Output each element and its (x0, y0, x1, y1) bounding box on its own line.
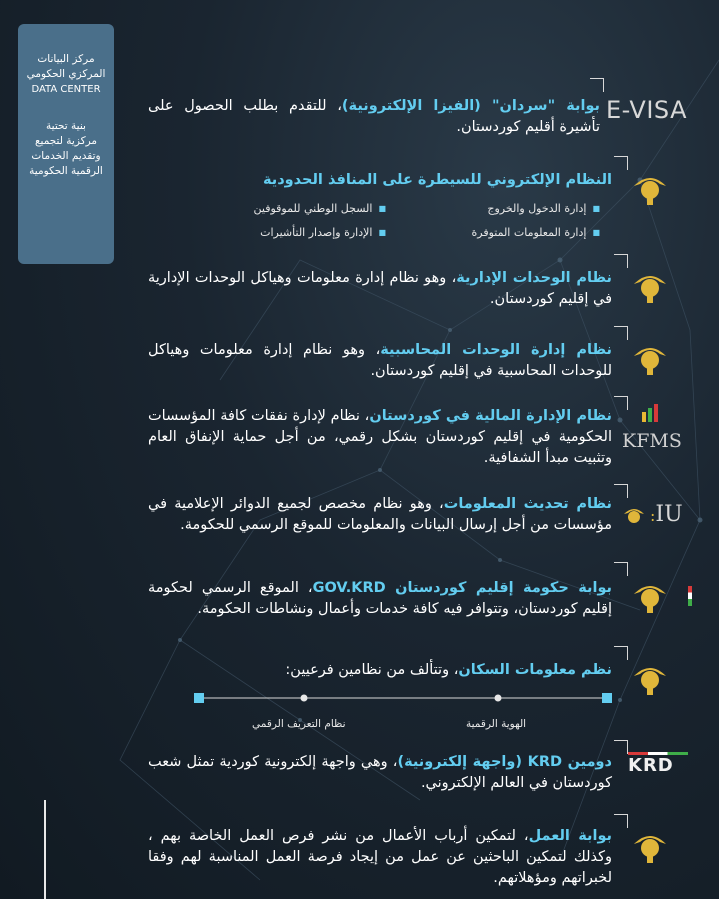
jobs-title: بوابة العمل (528, 828, 612, 844)
finance-title: نظام الإدارة المالية في كوردستان (369, 408, 612, 424)
corner-bracket (614, 484, 628, 498)
krg-emblem-icon (630, 826, 670, 866)
iu-emblem-icon (622, 504, 646, 528)
info-update-title: نظام تحديث المعلومات (443, 496, 613, 512)
krg-emblem-icon (630, 266, 670, 306)
domain-item: دومين KRD (واجهة إلكترونية)، وهي واجهة إلكترونية كوردية تمثل شعب كوردستان في العالم الإلكتروني. (148, 754, 612, 791)
accounting-item: نظام إدارة الوحدات المحاسبية، وهو نظام إدارة معلومات وهياكل للوحدات المحاسبية في إقليم كوردستان. (148, 342, 612, 379)
krd-logo: KRD (628, 752, 688, 778)
bullet-entry-exit: ■ إدارة الدخول والخروج (470, 202, 600, 215)
krg-emblem-icon (630, 338, 670, 378)
admin-units-item: نظام الوحدات الإدارية، وهو نظام إدارة معلومات وهياكل الوحدات الإدارية في إقليم كوردستان. (148, 270, 612, 307)
jobs-item: بوابة العمل، لتمكين أرباب الأعمال من نشر فرص العمل الخاصة بهم ، وكذلك لتمكين الباحثين عن عمل من إيجاد فرصة العمل المناسبة لهم وفقا لخبراتهم ومؤهلاتهم. (148, 828, 612, 886)
population-item: نظم معلومات السكان، وتتألف من نظامين فرعيين: (285, 662, 612, 678)
flag-stripe-icon (688, 586, 692, 606)
corner-bracket (614, 396, 628, 410)
data-center-panel (18, 24, 114, 264)
corner-bracket (614, 326, 628, 340)
decorative-line (44, 800, 46, 899)
panel-description: بنية تحتية مركزية لتجميع وتقديم الخدمات الرقمية الحكومية (29, 120, 103, 177)
evisa-item (148, 96, 600, 138)
panel-title: مركز البيانات المركزي الحكومي DATA CENTER (26, 53, 106, 95)
corner-bracket (614, 254, 628, 268)
corner-bracket (590, 78, 604, 92)
kfms-logo: KFMS (622, 430, 682, 452)
kfms-check-icon (640, 402, 664, 424)
digital-identity-label: الهوية الرقمية (466, 718, 527, 730)
krg-emblem-icon (630, 576, 670, 616)
info-update-item: نظام تحديث المعلومات، وهو نظام مخصص لجميع الدوائر الإعلامية في مؤسسات من أجل إرسال البيانات والمعلومات للموقع الرسمي للحكومة. (148, 496, 613, 533)
evisa-text: ، للتقدم بطلب الحصول على تأشيرة أقليم كوردستان. (148, 98, 600, 135)
evisa-title: بوابة "سردان" (الفيزا الإلكترونية) (341, 98, 600, 114)
population-timeline (194, 690, 612, 706)
gov-portal-item: بوابة حكومة إقليم كوردستان GOV.KRD، الموقع الرسمي لحكومة إقليم كوردستان، وتتوافر فيه كافة خدمات وأعمال ونشاطات الحكومة. (148, 580, 612, 617)
accounting-title: نظام إدارة الوحدات المحاسبية (380, 342, 612, 358)
population-title: نظم معلومات السكان (458, 662, 612, 678)
borders-item (240, 170, 612, 191)
admin-units-title: نظام الوحدات الإدارية (456, 270, 612, 286)
borders-title: النظام الإلكتروني للسيطرة على المنافذ الحدودية (262, 172, 612, 188)
bullet-national-registry: ■ السجل الوطني للموقوفين (236, 202, 386, 215)
finance-item: نظام الإدارة المالية في كوردستان، نظام لإدارة نفقات كافة المؤسسات الحكومية في إقليم كوردستان بشكل رقمي، من أجل حماية الإنفاق العام وتثبيت مبدأ الشفافية. (148, 408, 612, 466)
corner-bracket (614, 562, 628, 576)
domain-title: دومين KRD (واجهة إلكترونية) (397, 754, 612, 770)
corner-bracket (614, 646, 628, 660)
bullet-visa-issuance: ■ الإدارة وإصدار التأشيرات (236, 226, 386, 239)
bullet-info-management: ■ إدارة المعلومات المتوفرة (470, 226, 600, 239)
digital-id-system-label: نظام التعريف الرقمي (252, 718, 346, 730)
evisa-logo: E-VISA (606, 96, 688, 124)
krg-emblem-icon (630, 168, 670, 208)
corner-bracket (614, 814, 628, 828)
iu-logo: :IU (650, 502, 683, 527)
corner-bracket (614, 740, 628, 754)
krg-emblem-icon (630, 658, 670, 698)
gov-portal-title: بوابة حكومة إقليم كوردستان GOV.KRD (312, 580, 612, 596)
corner-bracket (614, 156, 628, 170)
